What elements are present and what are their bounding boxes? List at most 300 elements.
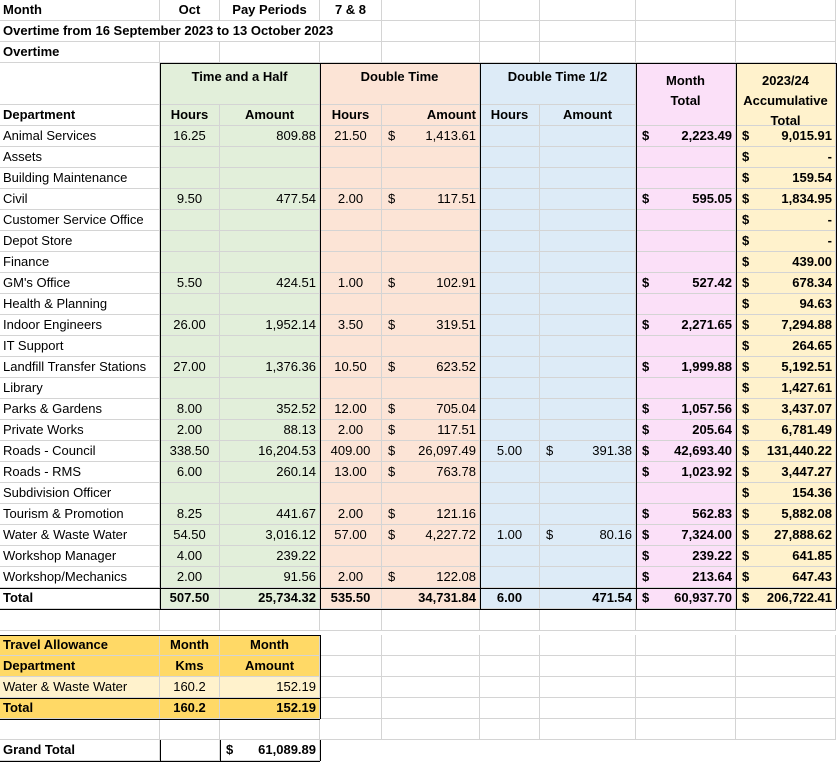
department-cell[interactable]: Parks & Gardens — [0, 399, 160, 420]
dth-amount-cell[interactable] — [540, 378, 636, 399]
empty-cell[interactable] — [636, 0, 736, 21]
dt-amount-cell[interactable] — [382, 168, 480, 189]
dth-hours-cell[interactable] — [480, 378, 540, 399]
empty-cell[interactable] — [480, 656, 540, 677]
dt-amount-cell[interactable] — [382, 315, 480, 336]
accumulative-cell[interactable] — [736, 378, 836, 399]
dth-amount-cell[interactable] — [540, 399, 636, 420]
total-label[interactable]: Total — [0, 588, 160, 609]
th-hours-cell[interactable] — [160, 231, 220, 252]
th-amount-cell[interactable]: 809.88 — [220, 126, 320, 147]
hours-header[interactable]: Hours — [320, 105, 382, 126]
dt-hours-cell[interactable] — [320, 252, 382, 273]
dth-hours-cell[interactable] — [480, 399, 540, 420]
empty-cell[interactable] — [540, 635, 636, 656]
accumulative-cell[interactable] — [736, 546, 836, 567]
month-total-cell[interactable] — [636, 315, 736, 336]
dth-hours-cell[interactable] — [480, 294, 540, 315]
month-total-cell[interactable] — [636, 567, 736, 588]
dth-amount-cell[interactable] — [540, 210, 636, 231]
empty-cell[interactable] — [540, 21, 636, 42]
th-amount-cell[interactable] — [220, 168, 320, 189]
empty-cell[interactable] — [736, 42, 836, 63]
empty-cell[interactable] — [220, 719, 320, 740]
accumulative-cell[interactable] — [736, 168, 836, 189]
empty-cell[interactable] — [736, 610, 836, 631]
dth-hours-cell[interactable] — [480, 168, 540, 189]
department-cell[interactable]: Private Works — [0, 420, 160, 441]
travel-total-kms[interactable]: 160.2 — [160, 698, 220, 719]
th-amount-cell[interactable] — [220, 378, 320, 399]
month-total-header[interactable] — [636, 63, 736, 126]
accumulative-cell[interactable] — [736, 336, 836, 357]
dth-amount-cell[interactable] — [540, 336, 636, 357]
hours-header[interactable]: Hours — [480, 105, 540, 126]
th-hours-cell[interactable] — [160, 336, 220, 357]
dth-hours-cell[interactable] — [480, 147, 540, 168]
empty-cell[interactable] — [160, 42, 220, 63]
dt-amount-cell[interactable] — [382, 126, 480, 147]
grand-total-label[interactable]: Grand Total — [0, 740, 160, 761]
accumulative-cell[interactable] — [736, 357, 836, 378]
amount-header[interactable]: Amount — [540, 105, 636, 126]
total-dth-hours[interactable]: 6.00 — [480, 588, 540, 609]
department-cell[interactable]: Animal Services — [0, 126, 160, 147]
dth-amount-cell[interactable] — [540, 462, 636, 483]
dth-amount-cell[interactable] — [540, 315, 636, 336]
dt-hours-cell[interactable]: 12.00 — [320, 399, 382, 420]
dth-hours-cell[interactable] — [480, 336, 540, 357]
month-label[interactable]: Month — [0, 0, 160, 21]
th-hours-cell[interactable]: 27.00 — [160, 357, 220, 378]
dt-amount-cell[interactable] — [382, 336, 480, 357]
month-total-cell[interactable] — [636, 357, 736, 378]
th-amount-cell[interactable] — [220, 336, 320, 357]
empty-cell[interactable] — [160, 740, 220, 761]
accumulative-cell[interactable] — [736, 441, 836, 462]
empty-cell[interactable] — [220, 42, 320, 63]
department-cell[interactable]: Building Maintenance — [0, 168, 160, 189]
accumulative-cell[interactable] — [736, 567, 836, 588]
dt-amount-cell[interactable] — [382, 441, 480, 462]
travel-amount-header-2[interactable]: Amount — [220, 656, 320, 677]
month-total-cell[interactable] — [636, 399, 736, 420]
hours-header[interactable]: Hours — [160, 105, 220, 126]
th-amount-cell[interactable] — [220, 483, 320, 504]
empty-cell[interactable] — [160, 719, 220, 740]
total-th-amount[interactable]: 25,734.32 — [220, 588, 320, 609]
empty-cell[interactable] — [382, 677, 480, 698]
th-hours-cell[interactable]: 9.50 — [160, 189, 220, 210]
month-total-cell[interactable] — [636, 189, 736, 210]
dt-amount-cell[interactable] — [382, 252, 480, 273]
dt-hours-cell[interactable]: 3.50 — [320, 315, 382, 336]
double-time-header[interactable]: Double Time — [320, 63, 480, 105]
empty-cell[interactable] — [382, 21, 480, 42]
th-hours-cell[interactable]: 8.25 — [160, 504, 220, 525]
empty-cell[interactable] — [480, 677, 540, 698]
empty-cell[interactable] — [636, 656, 736, 677]
dt-amount-cell[interactable] — [382, 189, 480, 210]
travel-total-amount[interactable]: 152.19 — [220, 698, 320, 719]
dt-hours-cell[interactable]: 2.00 — [320, 567, 382, 588]
th-hours-cell[interactable]: 4.00 — [160, 546, 220, 567]
dt-amount-cell[interactable] — [382, 357, 480, 378]
th-amount-cell[interactable]: 352.52 — [220, 399, 320, 420]
dth-amount-cell[interactable] — [540, 483, 636, 504]
empty-cell[interactable] — [320, 610, 382, 631]
accumulative-cell[interactable] — [736, 525, 836, 546]
empty-cell[interactable] — [636, 21, 736, 42]
dth-amount-cell[interactable] — [540, 525, 636, 546]
dt-amount-cell[interactable] — [382, 378, 480, 399]
dth-hours-cell[interactable]: 5.00 — [480, 441, 540, 462]
accumulative-cell[interactable] — [736, 147, 836, 168]
th-amount-cell[interactable]: 88.13 — [220, 420, 320, 441]
dth-hours-cell[interactable] — [480, 252, 540, 273]
empty-cell[interactable] — [160, 610, 220, 631]
th-amount-cell[interactable] — [220, 294, 320, 315]
th-amount-cell[interactable] — [220, 252, 320, 273]
dt-hours-cell[interactable]: 1.00 — [320, 273, 382, 294]
empty-cell[interactable] — [540, 698, 636, 719]
accumulative-cell[interactable] — [736, 294, 836, 315]
accumulative-cell[interactable] — [736, 252, 836, 273]
th-hours-cell[interactable] — [160, 210, 220, 231]
dth-hours-cell[interactable] — [480, 315, 540, 336]
dth-amount-cell[interactable] — [540, 294, 636, 315]
department-cell[interactable]: Tourism & Promotion — [0, 504, 160, 525]
dth-hours-cell[interactable] — [480, 567, 540, 588]
department-cell[interactable]: Depot Store — [0, 231, 160, 252]
grand-total-value[interactable] — [220, 740, 320, 761]
th-hours-cell[interactable]: 54.50 — [160, 525, 220, 546]
dt-hours-cell[interactable]: 21.50 — [320, 126, 382, 147]
accumulative-cell[interactable] — [736, 315, 836, 336]
dth-amount-cell[interactable] — [540, 357, 636, 378]
dth-amount-cell[interactable] — [540, 189, 636, 210]
accumulative-cell[interactable] — [736, 399, 836, 420]
th-hours-cell[interactable]: 2.00 — [160, 420, 220, 441]
dth-amount-cell[interactable] — [540, 273, 636, 294]
th-amount-cell[interactable]: 424.51 — [220, 273, 320, 294]
travel-row-kms[interactable]: 160.2 — [160, 677, 220, 698]
department-cell[interactable]: Roads - Council — [0, 441, 160, 462]
month-total-cell[interactable] — [636, 126, 736, 147]
month-total-cell[interactable] — [636, 210, 736, 231]
travel-total-label[interactable]: Total — [0, 698, 160, 719]
empty-cell[interactable] — [736, 635, 836, 656]
th-hours-cell[interactable] — [160, 483, 220, 504]
dt-amount-cell[interactable] — [382, 483, 480, 504]
pay-periods-value[interactable]: 7 & 8 — [320, 0, 382, 21]
department-cell[interactable]: Civil — [0, 189, 160, 210]
th-amount-cell[interactable]: 3,016.12 — [220, 525, 320, 546]
month-total-cell[interactable] — [636, 378, 736, 399]
dt-amount-cell[interactable] — [382, 525, 480, 546]
dt-amount-cell[interactable] — [382, 546, 480, 567]
dt-hours-cell[interactable]: 2.00 — [320, 420, 382, 441]
dth-hours-cell[interactable] — [480, 189, 540, 210]
dt-hours-cell[interactable] — [320, 231, 382, 252]
month-total-cell[interactable] — [636, 294, 736, 315]
department-cell[interactable]: Customer Service Office — [0, 210, 160, 231]
dt-hours-cell[interactable] — [320, 483, 382, 504]
empty-cell[interactable] — [320, 719, 382, 740]
dt-amount-cell[interactable] — [382, 567, 480, 588]
th-amount-cell[interactable]: 441.67 — [220, 504, 320, 525]
dt-hours-cell[interactable] — [320, 210, 382, 231]
dth-hours-cell[interactable] — [480, 546, 540, 567]
dth-amount-cell[interactable] — [540, 441, 636, 462]
dt-amount-cell[interactable] — [382, 273, 480, 294]
department-cell[interactable]: Assets — [0, 147, 160, 168]
travel-kms-header-1[interactable]: Month — [160, 635, 220, 656]
dt-hours-cell[interactable]: 10.50 — [320, 357, 382, 378]
th-hours-cell[interactable] — [160, 252, 220, 273]
dth-amount-cell[interactable] — [540, 168, 636, 189]
empty-cell[interactable] — [636, 610, 736, 631]
month-total-cell[interactable] — [636, 483, 736, 504]
dth-amount-cell[interactable] — [540, 147, 636, 168]
dth-amount-cell[interactable] — [540, 567, 636, 588]
amount-header[interactable]: Amount — [382, 105, 480, 126]
dt-amount-cell[interactable] — [382, 231, 480, 252]
empty-cell[interactable] — [320, 698, 382, 719]
department-cell[interactable]: Landfill Transfer Stations — [0, 357, 160, 378]
department-cell[interactable]: Health & Planning — [0, 294, 160, 315]
department-cell[interactable]: Roads - RMS — [0, 462, 160, 483]
th-amount-cell[interactable] — [220, 147, 320, 168]
total-dth-amount[interactable]: 471.54 — [540, 588, 636, 609]
month-total-cell[interactable] — [636, 231, 736, 252]
dt-hours-cell[interactable]: 409.00 — [320, 441, 382, 462]
accumulative-cell[interactable] — [736, 126, 836, 147]
dt-hours-cell[interactable] — [320, 168, 382, 189]
empty-cell[interactable] — [736, 719, 836, 740]
period-title[interactable]: Overtime from 16 September 2023 to 13 October 2023 — [0, 21, 382, 42]
empty-cell[interactable] — [382, 656, 480, 677]
month-total-cell[interactable] — [636, 420, 736, 441]
empty-cell[interactable] — [736, 0, 836, 21]
empty-cell[interactable] — [220, 610, 320, 631]
total-dt-amount[interactable]: 34,731.84 — [382, 588, 480, 609]
accumulative-cell[interactable] — [736, 504, 836, 525]
empty-cell[interactable] — [480, 610, 540, 631]
dt-amount-cell[interactable] — [382, 420, 480, 441]
empty-cell[interactable] — [382, 698, 480, 719]
dth-amount-cell[interactable] — [540, 252, 636, 273]
empty-cell[interactable] — [636, 42, 736, 63]
dt-hours-cell[interactable]: 13.00 — [320, 462, 382, 483]
th-amount-cell[interactable] — [220, 231, 320, 252]
dt-hours-cell[interactable] — [320, 294, 382, 315]
department-cell[interactable]: GM's Office — [0, 273, 160, 294]
dth-amount-cell[interactable] — [540, 231, 636, 252]
dt-amount-cell[interactable] — [382, 294, 480, 315]
dt-hours-cell[interactable]: 2.00 — [320, 504, 382, 525]
accumulative-cell[interactable] — [736, 462, 836, 483]
th-hours-cell[interactable]: 8.00 — [160, 399, 220, 420]
th-hours-cell[interactable]: 26.00 — [160, 315, 220, 336]
empty-cell[interactable] — [320, 656, 382, 677]
empty-cell[interactable] — [480, 635, 540, 656]
total-accumulative[interactable] — [736, 588, 836, 609]
dt-hours-cell[interactable]: 2.00 — [320, 189, 382, 210]
time-and-half-header[interactable]: Time and a Half — [160, 63, 320, 105]
empty-cell[interactable] — [0, 719, 160, 740]
empty-cell[interactable] — [480, 698, 540, 719]
th-hours-cell[interactable] — [160, 378, 220, 399]
accumulative-header[interactable] — [736, 63, 836, 126]
dth-hours-cell[interactable] — [480, 273, 540, 294]
th-hours-cell[interactable]: 16.25 — [160, 126, 220, 147]
dth-hours-cell[interactable] — [480, 504, 540, 525]
th-hours-cell[interactable]: 2.00 — [160, 567, 220, 588]
th-amount-cell[interactable]: 16,204.53 — [220, 441, 320, 462]
department-cell[interactable]: Workshop Manager — [0, 546, 160, 567]
dth-amount-cell[interactable] — [540, 546, 636, 567]
accumulative-cell[interactable] — [736, 189, 836, 210]
empty-cell[interactable] — [0, 610, 160, 631]
department-cell[interactable]: Workshop/Mechanics — [0, 567, 160, 588]
empty-cell[interactable] — [736, 698, 836, 719]
accumulative-cell[interactable] — [736, 483, 836, 504]
dth-amount-cell[interactable] — [540, 126, 636, 147]
empty-cell[interactable] — [382, 635, 480, 656]
empty-cell[interactable] — [636, 698, 736, 719]
travel-kms-header-2[interactable]: Kms — [160, 656, 220, 677]
dth-hours-cell[interactable] — [480, 462, 540, 483]
empty-cell[interactable] — [0, 63, 160, 105]
th-amount-cell[interactable]: 260.14 — [220, 462, 320, 483]
dth-hours-cell[interactable] — [480, 231, 540, 252]
department-cell[interactable]: Subdivision Officer — [0, 483, 160, 504]
th-amount-cell[interactable]: 1,376.36 — [220, 357, 320, 378]
department-cell[interactable]: IT Support — [0, 336, 160, 357]
dth-hours-cell[interactable]: 1.00 — [480, 525, 540, 546]
month-total-cell[interactable] — [636, 147, 736, 168]
accumulative-cell[interactable] — [736, 231, 836, 252]
dt-hours-cell[interactable]: 57.00 — [320, 525, 382, 546]
accumulative-cell[interactable] — [736, 210, 836, 231]
pay-periods-label[interactable]: Pay Periods — [220, 0, 320, 21]
department-cell[interactable]: Library — [0, 378, 160, 399]
dt-hours-cell[interactable] — [320, 378, 382, 399]
th-hours-cell[interactable]: 5.50 — [160, 273, 220, 294]
travel-amount-header-1[interactable]: Month — [220, 635, 320, 656]
dth-hours-cell[interactable] — [480, 210, 540, 231]
dt-hours-cell[interactable] — [320, 546, 382, 567]
empty-cell[interactable] — [320, 42, 382, 63]
th-amount-cell[interactable]: 477.54 — [220, 189, 320, 210]
dt-hours-cell[interactable] — [320, 147, 382, 168]
accumulative-cell[interactable] — [736, 273, 836, 294]
empty-cell[interactable] — [480, 0, 540, 21]
dth-hours-cell[interactable] — [480, 420, 540, 441]
empty-cell[interactable] — [480, 719, 540, 740]
empty-cell[interactable] — [320, 635, 382, 656]
dth-hours-cell[interactable] — [480, 357, 540, 378]
department-cell[interactable]: Indoor Engineers — [0, 315, 160, 336]
th-hours-cell[interactable] — [160, 168, 220, 189]
month-total-cell[interactable] — [636, 546, 736, 567]
travel-row-dept[interactable]: Water & Waste Water — [0, 677, 160, 698]
dt-hours-cell[interactable] — [320, 336, 382, 357]
department-cell[interactable]: Water & Waste Water — [0, 525, 160, 546]
empty-cell[interactable] — [480, 21, 540, 42]
empty-cell[interactable] — [480, 42, 540, 63]
empty-cell[interactable] — [636, 719, 736, 740]
th-hours-cell[interactable] — [160, 147, 220, 168]
dth-amount-cell[interactable] — [540, 420, 636, 441]
month-total-cell[interactable] — [636, 336, 736, 357]
empty-cell[interactable] — [320, 677, 382, 698]
department-cell[interactable]: Finance — [0, 252, 160, 273]
travel-dept-label[interactable]: Department — [0, 656, 160, 677]
empty-cell[interactable] — [540, 610, 636, 631]
th-amount-cell[interactable]: 239.22 — [220, 546, 320, 567]
empty-cell[interactable] — [636, 635, 736, 656]
total-th-hours[interactable]: 507.50 — [160, 588, 220, 609]
empty-cell[interactable] — [736, 21, 836, 42]
dt-amount-cell[interactable] — [382, 399, 480, 420]
th-hours-cell[interactable]: 6.00 — [160, 462, 220, 483]
double-time-half-header[interactable]: Double Time 1/2 — [480, 63, 636, 105]
th-amount-cell[interactable]: 1,952.14 — [220, 315, 320, 336]
month-total-cell[interactable] — [636, 168, 736, 189]
th-amount-cell[interactable] — [220, 210, 320, 231]
section-title[interactable]: Overtime — [0, 42, 160, 63]
empty-cell[interactable] — [382, 0, 480, 21]
travel-row-amount[interactable]: 152.19 — [220, 677, 320, 698]
dt-amount-cell[interactable] — [382, 462, 480, 483]
empty-cell[interactable] — [382, 610, 480, 631]
dt-amount-cell[interactable] — [382, 147, 480, 168]
empty-cell[interactable] — [736, 656, 836, 677]
total-month-total[interactable] — [636, 588, 736, 609]
empty-cell[interactable] — [540, 656, 636, 677]
th-hours-cell[interactable]: 338.50 — [160, 441, 220, 462]
dth-hours-cell[interactable] — [480, 126, 540, 147]
month-total-cell[interactable] — [636, 462, 736, 483]
empty-cell[interactable] — [382, 719, 480, 740]
month-value[interactable]: Oct — [160, 0, 220, 21]
th-hours-cell[interactable] — [160, 294, 220, 315]
month-total-cell[interactable] — [636, 525, 736, 546]
dt-amount-cell[interactable] — [382, 210, 480, 231]
dt-amount-cell[interactable] — [382, 504, 480, 525]
empty-cell[interactable] — [540, 0, 636, 21]
month-total-cell[interactable] — [636, 504, 736, 525]
th-amount-cell[interactable]: 91.56 — [220, 567, 320, 588]
department-header[interactable]: Department — [0, 105, 160, 126]
empty-cell[interactable] — [540, 677, 636, 698]
amount-header[interactable]: Amount — [220, 105, 320, 126]
empty-cell[interactable] — [636, 677, 736, 698]
empty-cell[interactable] — [736, 677, 836, 698]
empty-cell[interactable] — [540, 42, 636, 63]
dth-amount-cell[interactable] — [540, 504, 636, 525]
dth-hours-cell[interactable] — [480, 483, 540, 504]
accumulative-cell[interactable] — [736, 420, 836, 441]
empty-cell[interactable] — [382, 42, 480, 63]
travel-title[interactable]: Travel Allowance — [0, 635, 160, 656]
empty-cell[interactable] — [540, 719, 636, 740]
month-total-cell[interactable] — [636, 441, 736, 462]
month-total-cell[interactable] — [636, 252, 736, 273]
total-dt-hours[interactable]: 535.50 — [320, 588, 382, 609]
